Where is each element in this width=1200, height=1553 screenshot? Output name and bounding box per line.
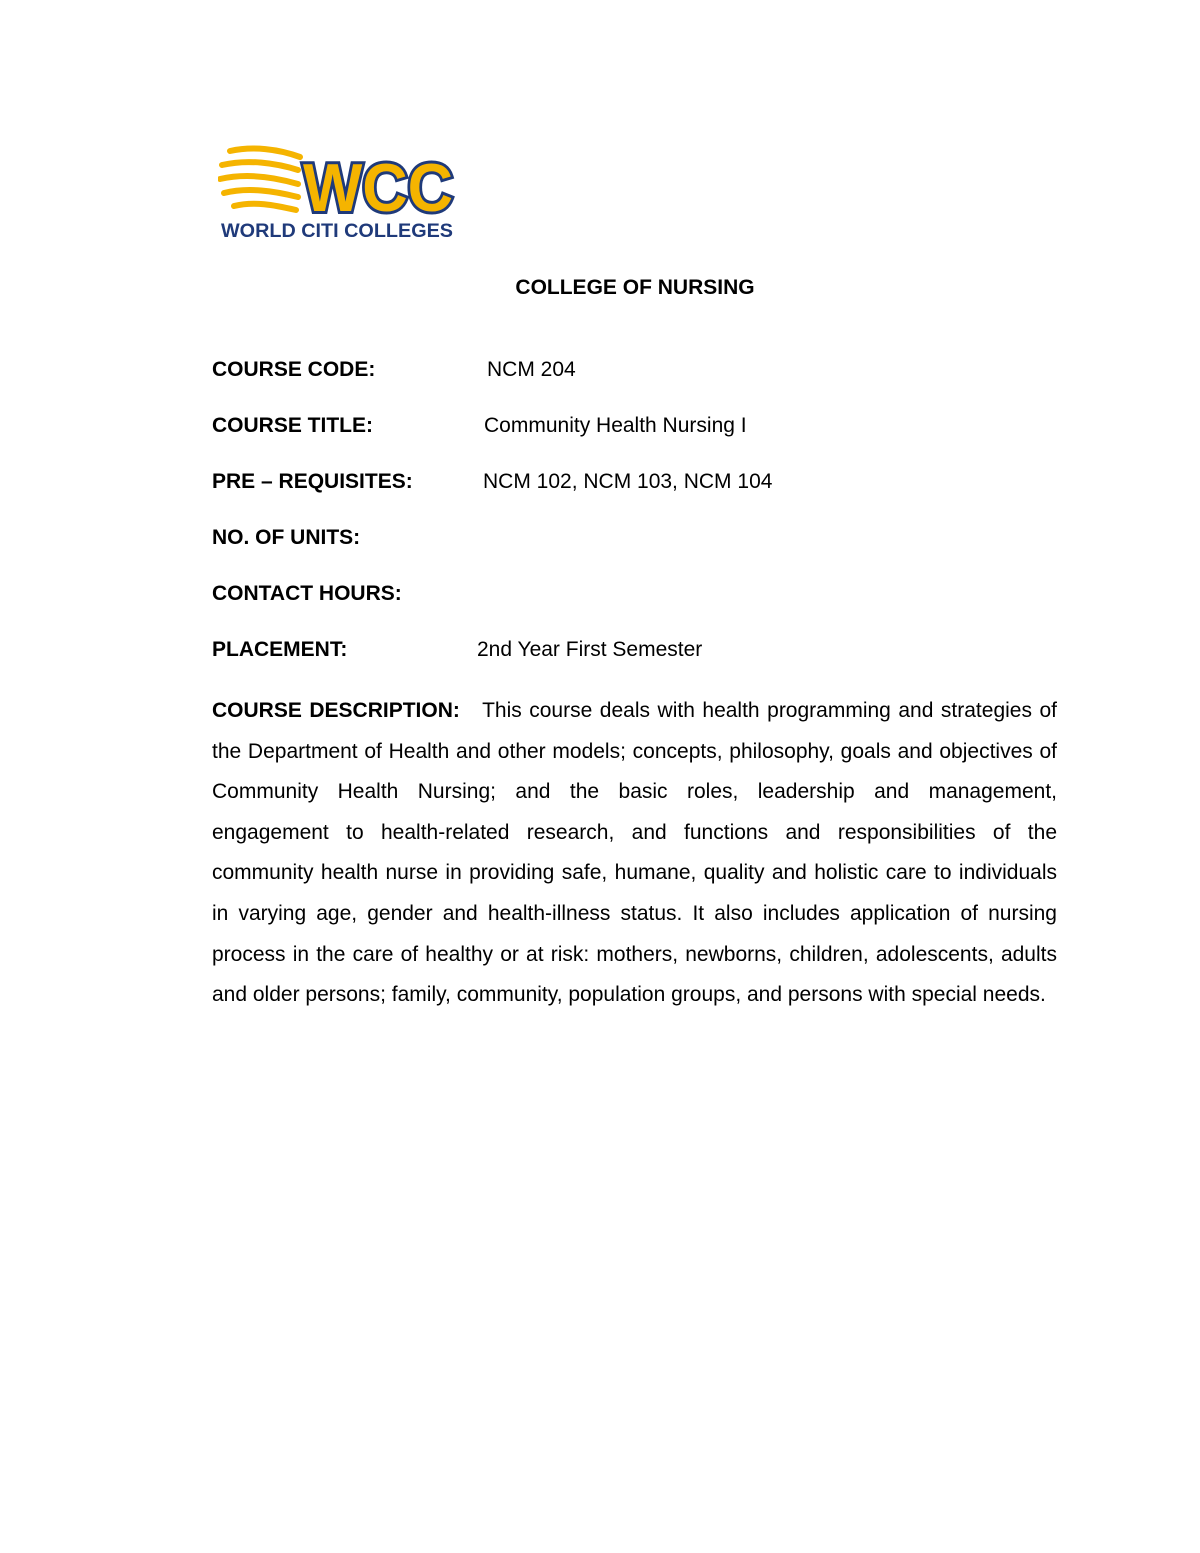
course-code-value: NCM 204 (487, 358, 576, 381)
prerequisites-value: NCM 102, NCM 103, NCM 104 (483, 470, 773, 493)
course-description (212, 691, 1057, 1016)
wcc-logo (218, 143, 458, 241)
logo-monogram: WCC (303, 150, 453, 226)
course-description-label: COURSE DESCRIPTION: (212, 699, 460, 722)
speed-swoosh-icon (220, 149, 300, 210)
units-label: NO. OF UNITS: (212, 526, 361, 549)
placement-label: PLACEMENT: (212, 638, 348, 661)
course-description-text: This course deals with health programming and strategies of the Department of Health and other models; concepts, philosophy, goals and objectives of Community Health Nursing; and the basic roles, leadership and management, engagement to health-related research, and functions and responsibilities of the community health nurse in providing safe, humane, quality and holistic care to individuals in varying age, gender and health-illness status. It also includes application of nursing process in the care of healthy or at risk: mothers, newborns, children, adolescents, adults and older persons; family, community, population groups, and persons with special needs. (212, 699, 1058, 1007)
prerequisites-label: PRE – REQUISITES: (212, 470, 413, 493)
course-title-label: COURSE TITLE: (212, 414, 373, 437)
contact-hours-label: CONTACT HOURS: (212, 582, 402, 605)
course-code-label: COURSE CODE: (212, 358, 376, 381)
course-title-value: Community Health Nursing I (484, 414, 747, 437)
college-heading: COLLEGE OF NURSING (515, 276, 755, 299)
placement-value: 2nd Year First Semester (477, 638, 703, 661)
logo-name: WORLD CITI COLLEGES (221, 221, 453, 241)
wcc-logo-graphic (218, 143, 458, 241)
